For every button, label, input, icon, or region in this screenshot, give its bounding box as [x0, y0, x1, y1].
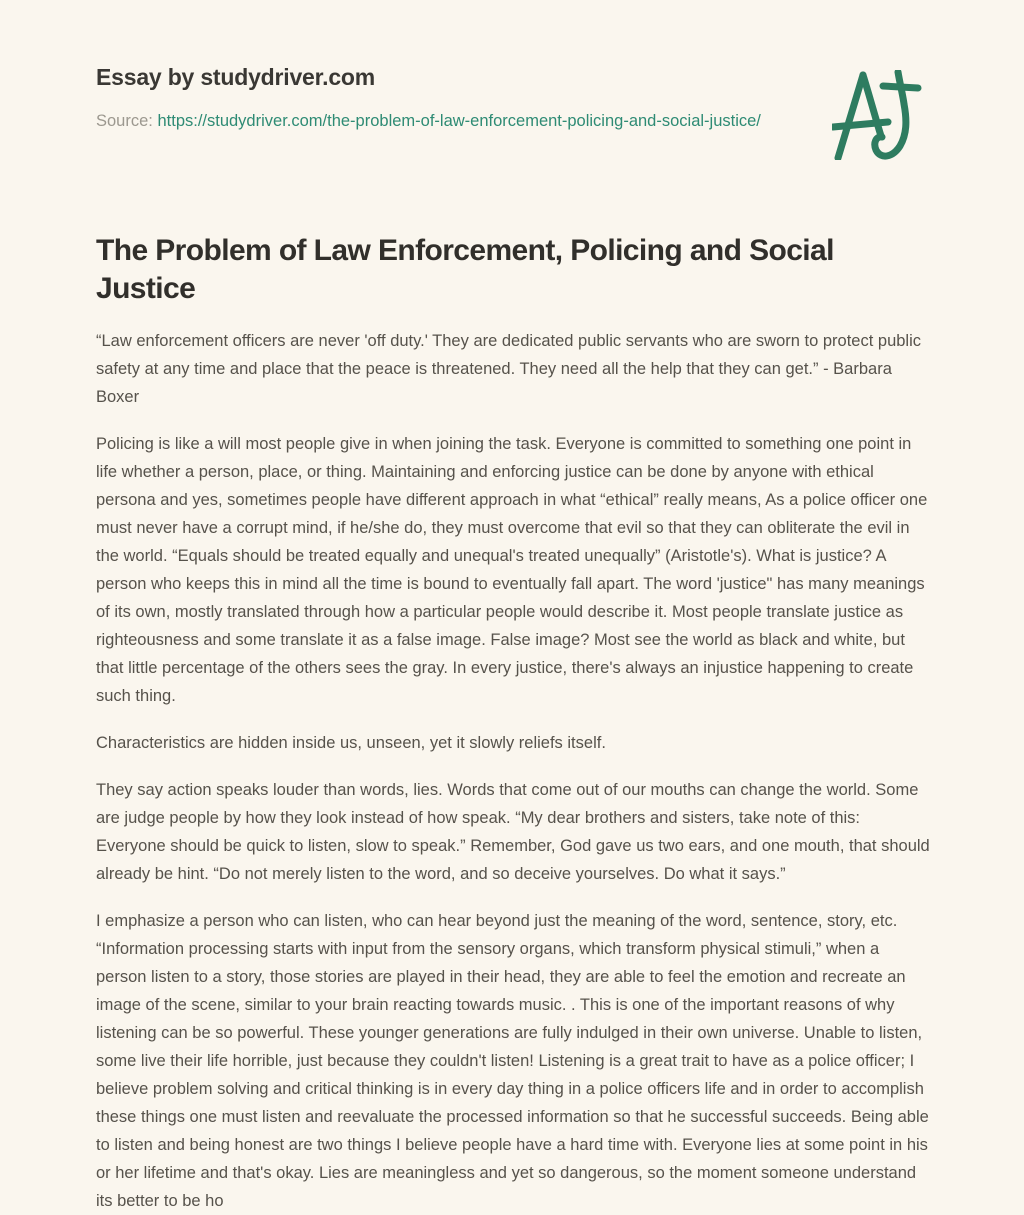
- essay-body: [96, 327, 930, 1215]
- essay-paragraph: Policing is like a will most people give in when joining the task. Everyone is committed to something one point in life whether a person, place, or thing. Maintaining and enforcing justice can be done by anyone with ethical persona and yes, sometimes people have different approach in what “ethical” really means, As a police officer one must never have a corrupt mind, if he/she do, they must overcome that evil so that they can obliterate the evil in the world. “Equals should be treated equally and unequal's treated unequally” (Aristotle's). What is justice? A person who keeps this in mind all the time is bound to eventually fall apart. The word 'justice" has many meanings of its own, mostly translated through how a particular people would describe it. Most people translate justice as righteousness and some translate it as a false image. False image? Most see the world as black and white, but that little percentage of the others sees the gray. In every justice, there's always an injustice happening to create such thing.: [96, 435, 928, 705]
- source-link[interactable]: https://studydriver.com/the-problem-of-law-enforcement-policing-and-social-justice/: [157, 112, 761, 130]
- document-header: [96, 64, 930, 135]
- essay-paragraph-quote: “Law enforcement officers are never 'off duty.' They are dedicated public servants who are sworn to protect public safety at any time and place that the peace is threatened. They need all the help that they can get.” - Barbara Boxer: [96, 332, 922, 406]
- essay-paragraph: They say action speaks louder than words, lies. Words that come out of our mouths can change the world. Some are judge people by how they look instead of how speak. “My dear brothers and sisters, take note of this: Everyone should be quick to listen, slow to speak.” Remember, God gave us two ears, and one mouth, that should already be hint. “Do not merely listen to the word, and so deceive yourselves. Do what it says.”: [96, 781, 930, 883]
- a-plus-logo-icon: [832, 70, 922, 160]
- article-title: The Problem of Law Enforcement, Policing and Social Justice: [96, 234, 834, 305]
- source-line: [96, 108, 786, 135]
- essay-by-heading: Essay by studydriver.com: [96, 64, 376, 90]
- essay-paragraph: I emphasize a person who can listen, who can hear beyond just the meaning of the word, sentence, story, etc. “Information processing starts with input from the sensory organs, which transform physical stimuli,” when a person listen to a story, those stories are played in their head, they are able to feel the emotion and recreate an image of the scene, similar to your brain reacting towards music. . This is one of the important reasons of why listening can be so powerful. These younger generations are fully indulged in their own universe. Unable to listen, some live their life horrible, just because they couldn't listen! Listening is a great trait to have as a police officer; I believe problem solving and critical thinking is in every day thing in a police officers life and in order to accomplish these things one must listen and reevaluate the processed information so that he successful succeeds. Being able to listen and being honest are two things I believe people have a hard time with. Everyone lies at some point in his or her lifetime and that's okay. Lies are meaningless and yet so dangerous, so the moment someone understand its better to be ho: [96, 912, 929, 1210]
- essay-paragraph: Characteristics are hidden inside us, unseen, yet it slowly reliefs itself.: [96, 734, 606, 752]
- source-label: Source:: [96, 112, 153, 130]
